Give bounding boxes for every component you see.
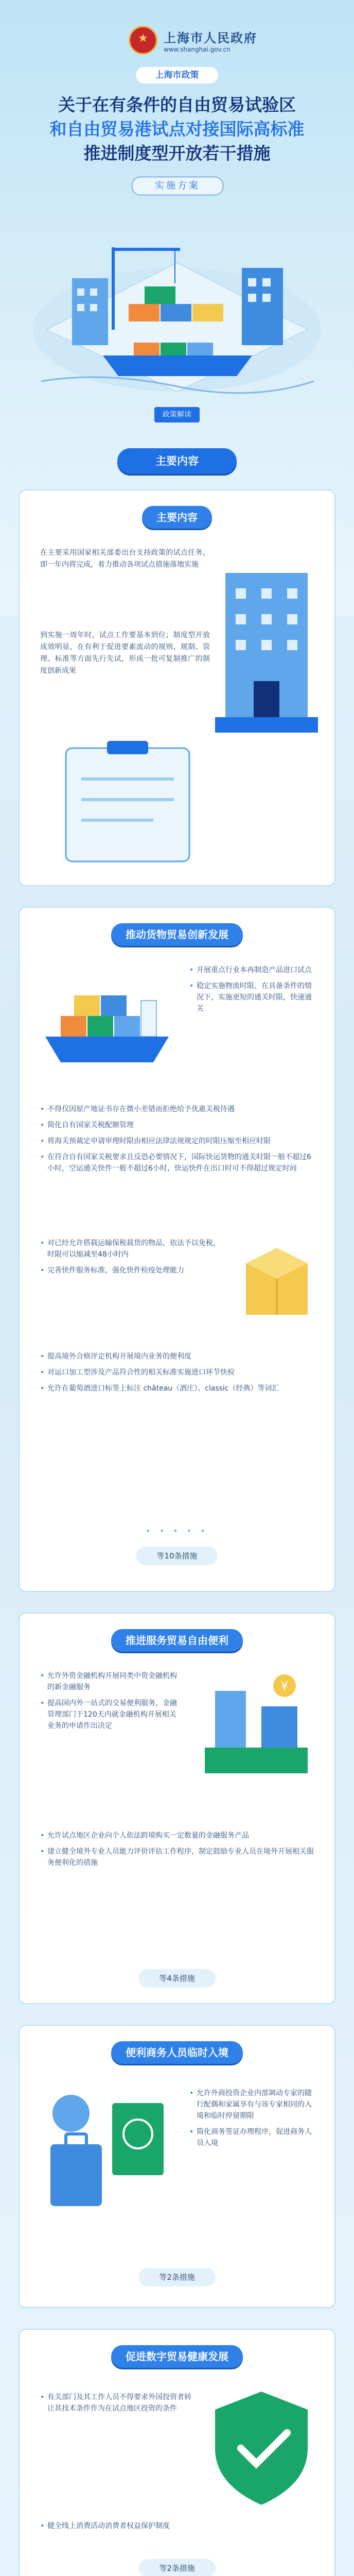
finance-building-icon [194, 1670, 318, 1794]
list-item: • 开展重点行业本再制造产品进口试点 [189, 964, 318, 976]
list-item: • 不得仅因原产地证书存在微小差错而拒绝给予优惠关税待遇 [40, 1104, 318, 1115]
goods-trade-title: 推动货物贸易创新发展 [111, 923, 243, 946]
policy-pill: 上海市政策 [136, 67, 218, 83]
digital-trade-title: 促进数字贸易健康发展 [111, 2345, 243, 2368]
digital-trade-list [40, 2392, 194, 2419]
service-trade-card [19, 1613, 335, 2004]
intro-card [19, 489, 335, 886]
list-item: • 允许在葡萄酒进口标签上标注 château（酒庄）、classic（经典）等词汇 [40, 1383, 318, 1394]
list-item: • 对已经允许搭载运输保税载货的物品，依法予以免税，时限可以缩减至48小时内 [40, 1238, 225, 1260]
site-logo[interactable] [129, 26, 257, 55]
list-item: • 允许试点地区企业向个人依法跨境购买一定数量的金融服务产品 [40, 1830, 318, 1841]
service-trade-count: 等4条措施 [138, 1969, 216, 1988]
digital-trade-list-2 [40, 2520, 318, 2536]
list-item: • 简化自有国家关税配额管理 [40, 1120, 318, 1131]
cargo-ship-icon [40, 964, 174, 1078]
goods-trade-top-list [189, 964, 318, 1019]
intro-paragraph-1: 在主要采用国家相关部委出台支持政策的试点任务，即一年内将完成，着力推动各项试点措施落地实施 [40, 549, 210, 569]
business-entry-title: 便利商务人员临时入境 [111, 2041, 243, 2064]
list-item: • 有关部门及其工作人员不得要求外国投资者转让其技术条件作为在试点地区投资的条件 [40, 2392, 194, 2414]
list-item: • 健全线上消费活动消费者权益保护制度 [40, 2520, 318, 2532]
list-item: • 稳定实施物流时限、在具备条件的情况下，实施更短的通关时限，快速通关 [189, 980, 318, 1014]
goods-trade-list-2 [40, 1238, 225, 1281]
list-item: • 在符合自有国家关税要求且反恐必要情况下，国际快运货物的通关时限一般不超过6小时，空运通关快件一般不超过6小时，快运快件在出口时可不得超过规定时间 [40, 1151, 318, 1174]
clipboard-icon [50, 738, 205, 867]
goods-trade-count: 等10条措施 [136, 1547, 218, 1565]
list-item: • 提高境外合格评定机构开展境内业务的便利度 [40, 1351, 318, 1362]
list-item: • 允许外商投资企业内部调动专家的随行配偶和家属享有与该专家相同的入境和临时停留期限 [189, 2088, 318, 2122]
goods-trade-list [40, 1104, 318, 1179]
page-title [21, 93, 333, 165]
harbor-illustration [26, 216, 328, 402]
list-item: • 提高国内外一站式的交易便利服务，金融管理部门于120天内就金融机构开展相关业务的申请作出决定 [40, 1698, 179, 1732]
passport-luggage-icon [40, 2082, 174, 2216]
digital-trade-card [19, 2329, 335, 2576]
site-url: www.shanghai.gov.cn [164, 45, 231, 53]
business-entry-count: 等2条措施 [138, 2268, 216, 2286]
national-emblem-icon [129, 26, 157, 55]
list-item: • 允许外资金融机构开展同类中资金融机构的新金融服务 [40, 1670, 179, 1693]
goods-trade-list-3 [40, 1351, 318, 1399]
list-item: • 将海关预裁定申请审理时限由相应法律法规规定的时限压缩至相应时限 [40, 1136, 318, 1147]
list-item: • 完善快件服务标准，强化快件检疫处理能力 [40, 1265, 225, 1276]
svg-text:¥: ¥ [281, 1680, 288, 1693]
intro-title: 主要内容 [142, 506, 212, 529]
main-content-tag: 主要内容 [117, 448, 237, 474]
policy-tag: 政策解读 [154, 407, 200, 422]
title-line-3: 推进制度型开放若干措施 [83, 143, 271, 163]
decor-dots: • • • • • [146, 1526, 208, 1536]
list-item: • 对运口加工型涉及产品符合性的相关标准实施进口环节快检 [40, 1367, 318, 1378]
title-line-1: 关于在有条件的自由贸易试验区 [58, 95, 296, 115]
list-item: • 建立健全境外专业人员能力评价评估工作程序，制定鼓励专业人员在境外开展相关服务便利化的措施 [40, 1846, 318, 1869]
building-icon [215, 552, 318, 779]
intro-paragraph-2: 到实施一周年时，试点工作要基本到位；制度型开放成效明显，在有利于促进要素流动的规则、规制、管理、标准等方面先行先试，形成一批可复制推广的制度创新成果 [40, 631, 210, 675]
shield-check-icon [205, 2386, 318, 2510]
page-subtitle: 实施方案 [132, 177, 223, 195]
service-trade-list [40, 1670, 179, 1736]
digital-trade-count: 等2条措施 [138, 2559, 216, 2576]
business-entry-list [189, 2088, 318, 2154]
list-item: • 简化商务签证办理程序，促进商务人员入境 [189, 2126, 318, 2149]
service-trade-list-2 [40, 1830, 318, 1873]
delivery-box-icon [236, 1232, 318, 1330]
service-trade-title: 推进服务贸易自由便利 [111, 1629, 243, 1652]
goods-trade-card [19, 907, 335, 1592]
title-line-2: 和自由贸易港试点对接国际高标准 [49, 119, 305, 139]
site-name: 上海市人民政府 [164, 30, 257, 45]
business-entry-card [19, 2025, 335, 2308]
